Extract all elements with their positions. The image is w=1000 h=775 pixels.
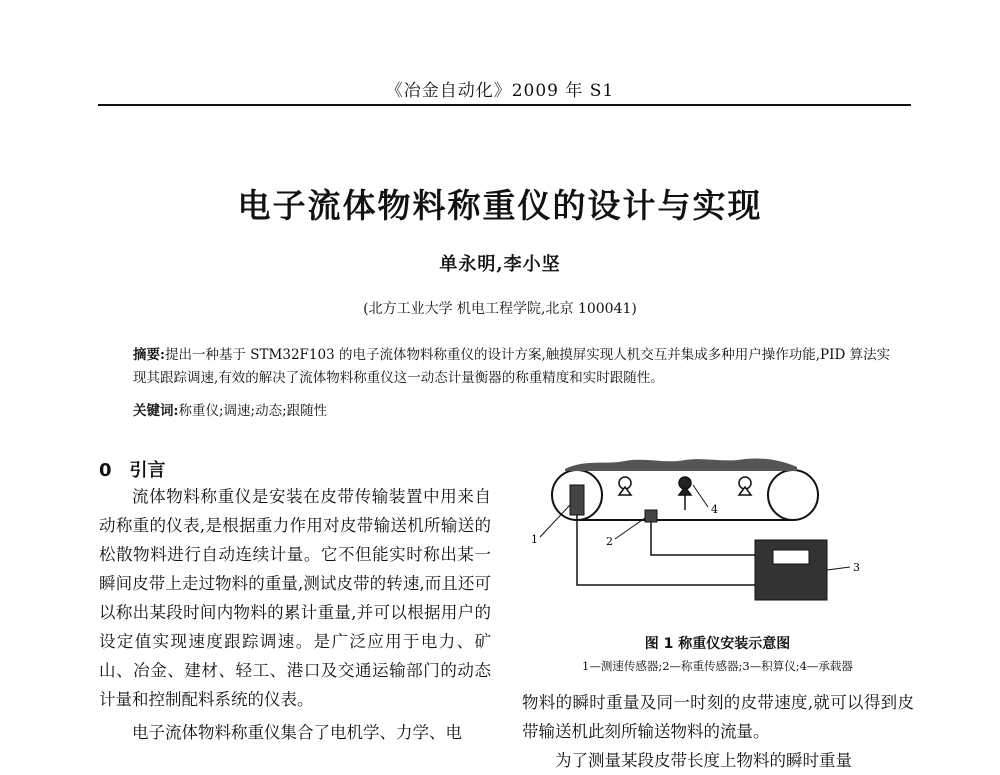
paper-affiliation: (北方工业大学 机电工程学院,北京 100041) bbox=[363, 301, 637, 317]
integrator-display bbox=[773, 550, 809, 564]
leader-3 bbox=[827, 567, 850, 570]
body-paragraph-2: 电子流体物料称重仪集合了电机学、力学、电 bbox=[132, 723, 462, 742]
bulk-material bbox=[565, 458, 797, 471]
right-roller bbox=[768, 470, 818, 520]
installation-diagram bbox=[525, 455, 915, 630]
figure-caption: 图 1 称重仪安装示意图 bbox=[644, 636, 791, 652]
weighing-sensor bbox=[645, 510, 657, 522]
section-heading bbox=[99, 456, 184, 482]
sensor-1-wire bbox=[577, 515, 755, 585]
section-title: 引言 bbox=[129, 460, 166, 481]
idler-roller-1 bbox=[619, 477, 631, 495]
right-paragraph-1: 物料的瞬时重量及同一时刻的皮带速度,就可以得到皮带输送机此刻所输送物料的流量。 bbox=[522, 693, 914, 741]
integrator-box bbox=[755, 540, 827, 600]
paper-title: 电子流体物料称重仪的设计与实现 bbox=[237, 186, 763, 225]
abstract-label: 摘要: bbox=[133, 347, 165, 363]
leader-4 bbox=[693, 485, 708, 507]
abstract bbox=[133, 344, 893, 390]
left-column bbox=[99, 482, 491, 747]
idler-roller-2 bbox=[679, 477, 691, 495]
sensor-2-wire bbox=[651, 522, 755, 555]
idler-roller-3 bbox=[739, 477, 751, 495]
keywords-text: 称重仪;调速;动态;跟随性 bbox=[178, 403, 328, 419]
keywords bbox=[133, 399, 893, 419]
right-paragraph-2: 为了测量某段皮带长度上物料的瞬时重量 bbox=[555, 751, 852, 770]
figure-legend: 1—测速传感器;2—称重传感器;3—积算仪;4—承载器 bbox=[582, 659, 853, 673]
label-1: 1 bbox=[531, 533, 538, 546]
abstract-text: 提出一种基于 STM32F103 的电子流体物料称重仪的设计方案,触摸屏实现人机交互并集成多种用户操作功能,PID 算法实现其跟踪调速,有效的解决了流体物料称重仪这一动态计量衡器的称重精度和实时跟随性。 bbox=[133, 347, 891, 386]
keywords-label: 关键词: bbox=[133, 403, 179, 419]
section-number: 0 bbox=[99, 460, 112, 481]
journal-header: 《冶金自动化》2009 年 S1 bbox=[385, 81, 615, 101]
body-paragraph-1: 流体物料称重仪是安装在皮带传输装置中用来自动称重的仪表,是根据重力作用对皮带输送机所输送的松散物料进行自动连续计量。它不但能实时称出某一瞬间皮带上走过物料的重量,测试皮带的转速,而且还可以称出某段时间内物料的累计重量,并可以根据用户的设定值实现速度跟踪调速。是广泛应用于电力、矿山、冶金、建材、轻工、港口及交通运输部门的动态计量和控制配料系统的仪表。 bbox=[99, 487, 491, 709]
right-column bbox=[522, 688, 914, 775]
speed-sensor bbox=[570, 485, 584, 515]
leader-2 bbox=[615, 518, 645, 539]
label-3: 3 bbox=[853, 561, 860, 574]
label-2: 2 bbox=[606, 535, 613, 548]
label-4: 4 bbox=[711, 503, 718, 516]
header-rule bbox=[98, 104, 911, 106]
leader-1 bbox=[540, 505, 570, 537]
paper-authors: 单永明,李小坚 bbox=[439, 254, 561, 275]
